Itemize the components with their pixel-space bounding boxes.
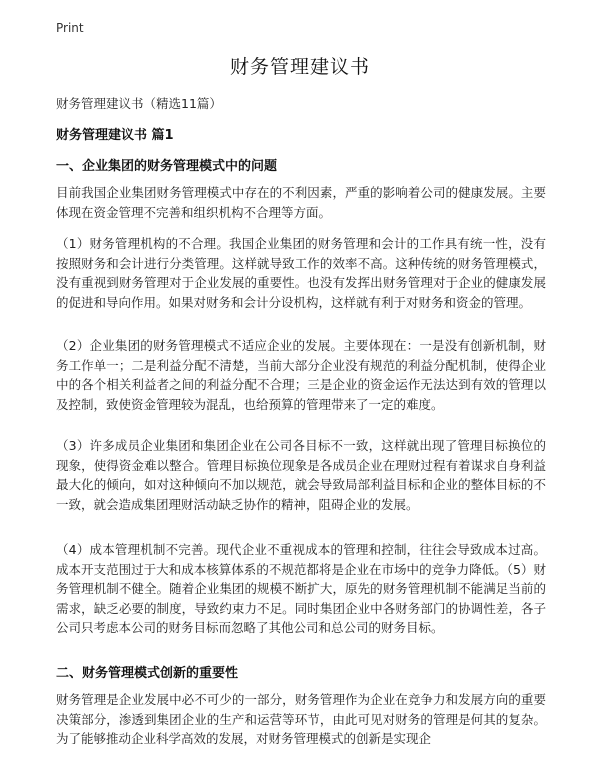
paragraph-2: （2）企业集团的财务管理模式不适应企业的发展。主要体现在：一是没有创新机制，财务工作单一；二是利益分配不清楚，当前大部分企业没有规范的利益分配机制，使得企业中的各个相关利益者之间的利益分配不合理；三是企业的资金运作无法达到有效的管理以及控制，致使资金管理较为混乱，也给预算的管理带来了一定的难度。 bbox=[56, 338, 546, 412]
article-heading: 财务管理建议书 篇1 bbox=[56, 128, 174, 143]
paragraph-5: 财务管理是企业发展中必不可少的一部分，财务管理作为企业在竞争力和发展方向的重要决策部分，渗透到集团企业的生产和运营等环节，由此可见对财务的管理是何其的复杂。为了能够推动企业科学高效的发展，对财务管理模式的创新是实现企 bbox=[56, 692, 546, 747]
print-link[interactable]: Print bbox=[56, 21, 84, 35]
paragraph-4: （4）成本管理机制不完善。现代企业不重视成本的管理和控制，往往会导致成本过高。成本开支范围过于大和成本核算体系的不规范都将是企业在市场中的竞争力降低。（5）财务管理机制不健全。随着企业集团的规模不断扩大，原先的财务管理机制不能满足当前的需求，缺乏必要的制度，导致约束力不足。同时集团企业中各财务部门的协调性差，各子公司只考虑本公司的财务目标而忽略了其他公司和总公司的财务目标。 bbox=[56, 542, 546, 636]
paragraph-1: （1）财务管理机构的不合理。我国企业集团的财务管理和会计的工作具有统一性，没有按照财务和会计进行分类管理。这样就导致工作的效率不高。这种传统的财务管理模式，没有重视到财务管理对于企业发展的重要性。也没有发挥出财务管理对于企业的健康发展的促进和导向作用。如果对财务和会计分设机构，这样就有利于对财务和资金的管理。 bbox=[56, 236, 546, 310]
document-subtitle: 财务管理建议书（精选11篇） bbox=[56, 96, 222, 111]
section-heading-1: 一、企业集团的财务管理模式中的问题 bbox=[56, 159, 278, 174]
section-heading-2: 二、财务管理模式创新的重要性 bbox=[56, 666, 239, 681]
paragraph-3: （3）许多成员企业集团和集团企业在公司各目标不一致，这样就出现了管理目标换位的现象，使得资金难以整合。管理目标换位现象是各成员企业在理财过程有着谋求自身利益最大化的倾向，如对这种倾向不加以规范，就会导致局部利益目标和企业的整体目标的不一致，就会造成集团理财活动缺乏协作的精神，阻碍企业的发展。 bbox=[56, 438, 546, 512]
document-title: 财务管理建议书 bbox=[229, 56, 370, 78]
paragraph-intro: 目前我国企业集团财务管理模式中存在的不利因素，严重的影响着公司的健康发展。主要体现在资金管理不完善和组织机构不合理等方面。 bbox=[56, 185, 546, 220]
